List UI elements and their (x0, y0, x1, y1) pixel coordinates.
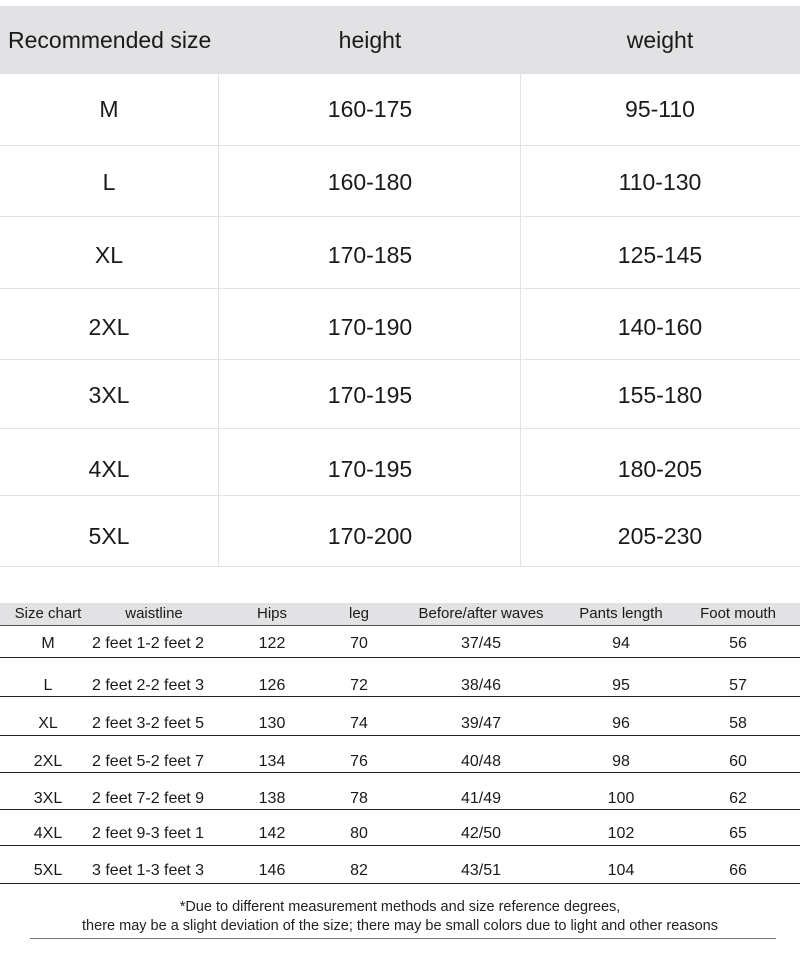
table-row (0, 658, 800, 697)
table-row (0, 74, 800, 146)
hips-cell: 134 (258, 753, 286, 770)
header-waistline: waistline (125, 605, 183, 622)
foot-mouth-cell: 60 (729, 753, 747, 770)
table-row (0, 496, 800, 567)
hips-cell: 146 (258, 862, 286, 879)
waistline-cell: 2 feet 2-2 feet 3 (92, 677, 205, 694)
table-row (0, 360, 800, 429)
waves-cell: 40/48 (460, 753, 502, 770)
recommended-size-header (0, 6, 800, 74)
pants-length-cell: 98 (612, 753, 630, 770)
foot-mouth-cell: 56 (729, 635, 747, 652)
table-row (0, 846, 800, 884)
header-leg: leg (348, 605, 370, 622)
hips-cell: 142 (258, 825, 286, 842)
table-row (0, 626, 800, 658)
leg-cell: 82 (350, 862, 368, 879)
size-cell: 4XL (33, 825, 63, 842)
waistline-cell: 2 feet 1-2 feet 2 (92, 635, 205, 652)
leg-cell: 72 (350, 677, 368, 694)
leg-cell: 80 (350, 825, 368, 842)
size-cell: 3XL (33, 790, 63, 807)
height-cell: 170-190 (327, 314, 413, 340)
header-height: height (338, 27, 402, 53)
pants-length-cell: 102 (607, 825, 635, 842)
foot-mouth-cell: 58 (729, 715, 747, 732)
waves-cell: 43/51 (460, 862, 502, 879)
header-weight: weight (626, 27, 694, 53)
waves-cell: 37/45 (460, 635, 502, 652)
weight-cell: 155-180 (617, 382, 703, 408)
table-row (0, 429, 800, 496)
height-cell: 170-195 (327, 456, 413, 482)
weight-cell: 205-230 (617, 523, 703, 549)
size-cell: 4XL (88, 456, 130, 482)
waistline-cell: 3 feet 1-3 feet 3 (92, 862, 205, 879)
hips-cell: 122 (258, 635, 286, 652)
waistline-cell: 2 feet 9-3 feet 1 (92, 825, 205, 842)
weight-cell: 125-145 (617, 242, 703, 268)
waves-cell: 41/49 (460, 790, 502, 807)
table-row (0, 697, 800, 736)
hips-cell: 138 (258, 790, 286, 807)
pants-length-cell: 104 (607, 862, 635, 879)
note-line-2: there may be a slight deviation of the size; there may be small colors due to light and other reasons (82, 918, 718, 934)
header-waves: Before/after waves (418, 605, 544, 622)
leg-cell: 74 (350, 715, 368, 732)
weight-cell: 110-130 (618, 169, 702, 195)
height-cell: 170-195 (327, 382, 413, 408)
header-hips: Hips (256, 605, 287, 622)
leg-cell: 78 (350, 790, 368, 807)
height-cell: 170-200 (327, 523, 413, 549)
size-cell: L (102, 169, 116, 195)
header-recommended-size: Recommended size (8, 27, 212, 53)
weight-cell: 95-110 (625, 96, 695, 122)
pants-length-cell: 96 (612, 715, 630, 732)
weight-cell: 140-160 (617, 314, 703, 340)
waistline-cell: 2 feet 3-2 feet 5 (92, 715, 205, 732)
foot-mouth-cell: 57 (729, 677, 747, 694)
size-disclaimer-note (0, 898, 800, 936)
size-cell: 3XL (88, 382, 130, 408)
foot-mouth-cell: 66 (729, 862, 747, 879)
size-cell: M (41, 635, 55, 652)
column-divider (218, 74, 219, 566)
size-cell: XL (38, 715, 58, 732)
height-cell: 160-180 (327, 169, 413, 195)
header-pants-length: Pants length (579, 605, 663, 622)
note-divider (30, 938, 776, 939)
waistline-cell: 2 feet 7-2 feet 9 (92, 790, 205, 807)
pants-length-cell: 100 (607, 790, 635, 807)
header-foot-mouth: Foot mouth (700, 605, 776, 622)
size-cell: 2XL (88, 314, 130, 340)
size-cell: XL (94, 242, 124, 268)
size-chart-header (0, 603, 800, 626)
table-row (0, 810, 800, 846)
waistline-cell: 2 feet 5-2 feet 7 (92, 753, 205, 770)
size-cell: M (99, 96, 119, 122)
table-row (0, 217, 800, 289)
size-cell: L (43, 677, 53, 694)
table-row (0, 736, 800, 773)
header-size-chart: Size chart (14, 605, 82, 622)
pants-length-cell: 94 (612, 635, 630, 652)
size-cell: 5XL (88, 523, 130, 549)
foot-mouth-cell: 65 (729, 825, 747, 842)
hips-cell: 126 (258, 677, 286, 694)
table-row (0, 773, 800, 810)
hips-cell: 130 (258, 715, 286, 732)
table-row (0, 289, 800, 360)
size-cell: 2XL (33, 753, 63, 770)
note-line-1: *Due to different measurement methods and size reference degrees, (179, 899, 621, 915)
waves-cell: 42/50 (460, 825, 502, 842)
height-cell: 160-175 (327, 96, 413, 122)
weight-cell: 180-205 (617, 456, 703, 482)
height-cell: 170-185 (327, 242, 413, 268)
table-row (0, 146, 800, 217)
leg-cell: 70 (350, 635, 368, 652)
foot-mouth-cell: 62 (729, 790, 747, 807)
pants-length-cell: 95 (612, 677, 630, 694)
leg-cell: 76 (350, 753, 368, 770)
waves-cell: 38/46 (460, 677, 502, 694)
column-divider (520, 74, 521, 566)
size-cell: 5XL (33, 862, 63, 879)
waves-cell: 39/47 (460, 715, 502, 732)
